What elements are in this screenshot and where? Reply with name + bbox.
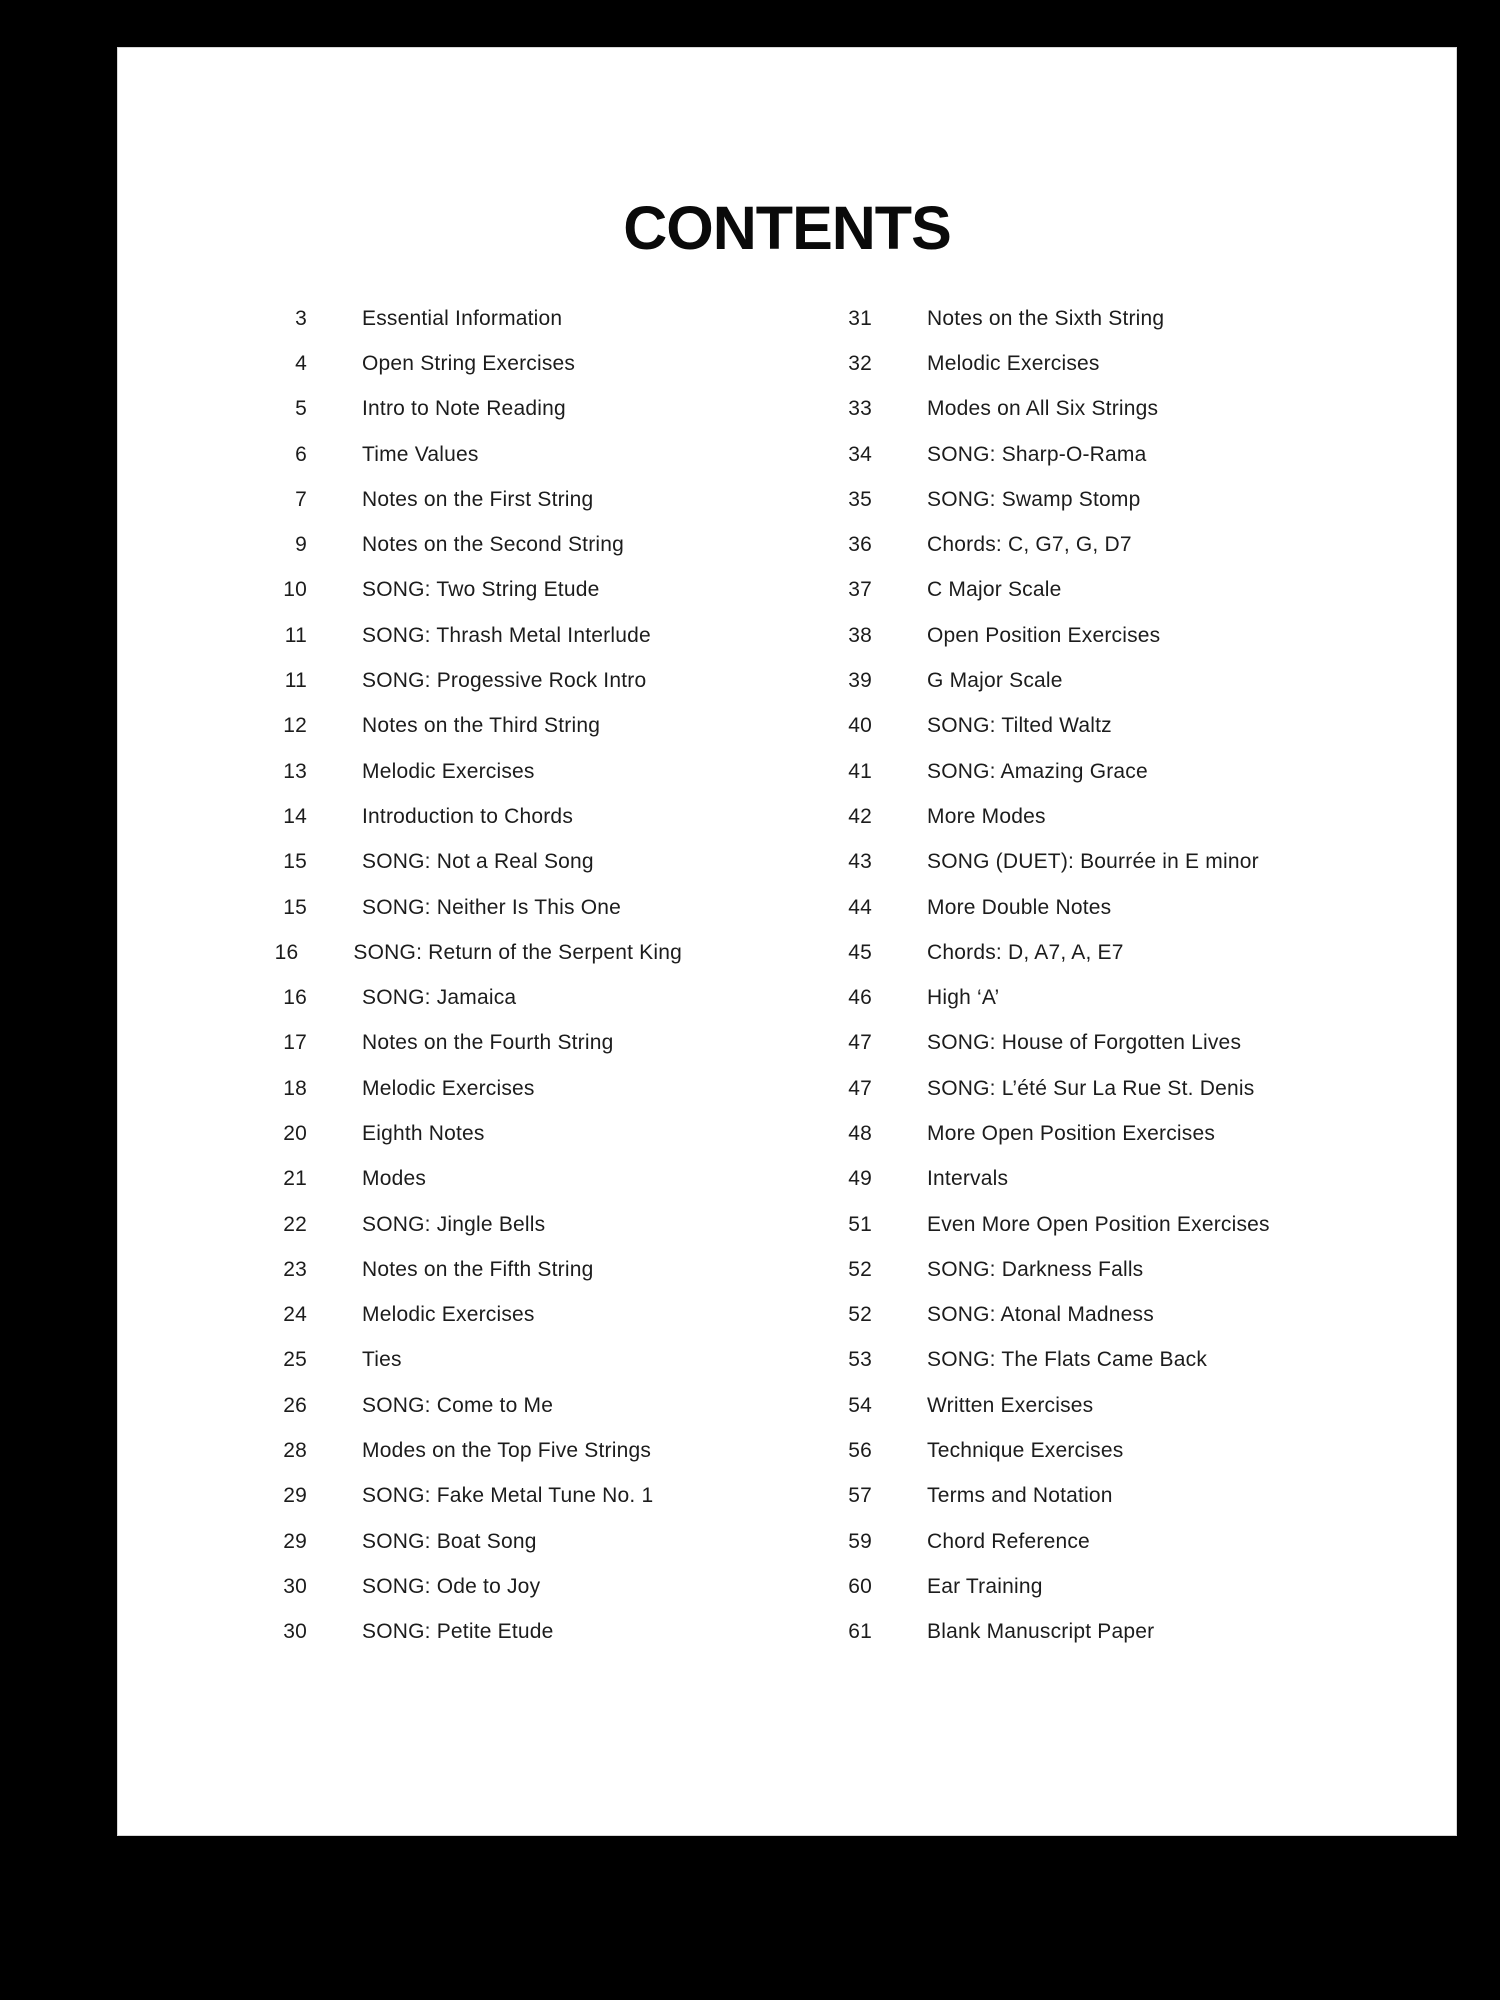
toc-page-number: 9 <box>295 533 307 557</box>
toc-page-number: 18 <box>283 1076 307 1100</box>
toc-page-number: 40 <box>848 714 872 738</box>
toc-page-number: 37 <box>848 578 872 602</box>
toc-entry-title: Notes on the First String <box>362 487 594 511</box>
toc-entry <box>682 613 1457 658</box>
toc-page-number: 3 <box>295 306 307 330</box>
toc-entry <box>117 1247 682 1292</box>
toc-page-number: 15 <box>283 895 307 919</box>
toc-entry <box>682 1564 1457 1609</box>
toc-entry <box>682 1066 1457 1111</box>
toc-page-number: 38 <box>848 623 872 647</box>
toc-entry <box>682 930 1457 975</box>
toc-page-number: 29 <box>283 1529 307 1553</box>
toc-entry-title: SONG: L’été Sur La Rue St. Denis <box>927 1076 1255 1100</box>
toc-page-number: 30 <box>283 1574 307 1598</box>
toc-entry-title: Melodic Exercises <box>927 351 1100 375</box>
toc-entry <box>117 568 682 613</box>
toc-page-number: 42 <box>848 804 872 828</box>
toc-page-number: 26 <box>283 1393 307 1417</box>
toc-entry-title: Introduction to Chords <box>362 804 574 828</box>
toc-entry-title: SONG: Tilted Waltz <box>927 714 1112 738</box>
toc-entry-title: Notes on the Third String <box>362 714 601 738</box>
toc-entry-title: SONG: Ode to Joy <box>362 1574 541 1598</box>
toc-page-number: 32 <box>848 351 872 375</box>
toc-page-number: 25 <box>283 1348 307 1372</box>
book-contents-page <box>117 47 1457 1836</box>
toc-entry <box>682 1519 1457 1564</box>
toc-page-number: 60 <box>848 1574 872 1598</box>
toc-entry-title: Eighth Notes <box>362 1121 485 1145</box>
toc-page-number: 61 <box>848 1620 872 1644</box>
toc-entry <box>682 341 1457 386</box>
toc-page-number: 31 <box>848 306 872 330</box>
toc-page-number: 56 <box>848 1439 872 1463</box>
toc-page-number: 44 <box>848 895 872 919</box>
toc-entry <box>117 1021 682 1066</box>
toc-entry <box>682 840 1457 885</box>
toc-entry <box>682 1293 1457 1338</box>
toc-entry-title: SONG: Jingle Bells <box>362 1212 546 1236</box>
toc-entry <box>682 1111 1457 1156</box>
toc-entry <box>117 704 682 749</box>
toc-entry-title: Ear Training <box>927 1574 1043 1598</box>
toc-page-number: 34 <box>848 442 872 466</box>
toc-page-number: 21 <box>283 1167 307 1191</box>
toc-entry-title: Time Values <box>362 442 479 466</box>
toc-page-number: 12 <box>283 714 307 738</box>
toc-page-number: 29 <box>283 1484 307 1508</box>
toc-page-number: 23 <box>283 1257 307 1281</box>
toc-page-number: 22 <box>283 1212 307 1236</box>
toc-entry <box>117 930 682 975</box>
toc-entry-title: SONG: Two String Etude <box>362 578 600 602</box>
toc-page-number: 6 <box>295 442 307 466</box>
toc-page-number: 35 <box>848 487 872 511</box>
toc-page-number: 49 <box>848 1167 872 1191</box>
toc-entry-title: Written Exercises <box>927 1393 1094 1417</box>
toc-entry-title: More Open Position Exercises <box>927 1121 1216 1145</box>
toc-entry-title: Intervals <box>927 1167 1009 1191</box>
toc-entry-title: SONG: Atonal Madness <box>927 1303 1154 1327</box>
toc-entry <box>117 341 682 386</box>
toc-page-number: 36 <box>848 533 872 557</box>
toc-page-number: 30 <box>283 1620 307 1644</box>
toc-entry-title: More Modes <box>927 804 1046 828</box>
toc-page-number: 11 <box>284 669 307 693</box>
toc-entry-title: Modes <box>362 1167 427 1191</box>
toc-entry <box>117 975 682 1020</box>
toc-entry-title: SONG: Swamp Stomp <box>927 487 1141 511</box>
toc-entry <box>117 840 682 885</box>
toc-page-number: 43 <box>848 850 872 874</box>
toc-page-number: 16 <box>274 940 299 964</box>
toc-entry-title: Open Position Exercises <box>927 623 1161 647</box>
toc-page-number: 51 <box>848 1212 872 1236</box>
toc-entry <box>682 1338 1457 1383</box>
toc-page-number: 52 <box>848 1257 872 1281</box>
toc-entry <box>682 704 1457 749</box>
toc-page-number: 46 <box>848 986 872 1010</box>
toc-page-number: 7 <box>295 487 307 511</box>
toc-entry <box>682 1428 1457 1473</box>
toc-entry-title: High ‘A’ <box>927 986 1000 1010</box>
toc-page-number: 48 <box>848 1121 872 1145</box>
toc-entry <box>117 1111 682 1156</box>
toc-entry-title: SONG: Come to Me <box>362 1393 554 1417</box>
toc-entry-title: SONG: Jamaica <box>362 986 517 1010</box>
toc-entry <box>682 1202 1457 1247</box>
toc-page-number: 28 <box>283 1439 307 1463</box>
toc-entry-title: G Major Scale <box>927 669 1063 693</box>
toc-entry-title: Modes on the Top Five Strings <box>362 1439 652 1463</box>
toc-entry <box>682 477 1457 522</box>
toc-entry <box>117 522 682 567</box>
toc-entry-title: Terms and Notation <box>927 1484 1113 1508</box>
toc-entry <box>117 477 682 522</box>
toc-right-column <box>682 296 1457 1655</box>
toc-page-number: 4 <box>295 351 307 375</box>
toc-entry <box>682 1474 1457 1519</box>
toc-entry-title: SONG: Boat Song <box>362 1529 537 1553</box>
toc-entry <box>117 1519 682 1564</box>
toc-entry-title: SONG: Not a Real Song <box>362 850 594 874</box>
toc-entry <box>117 658 682 703</box>
toc-page-number: 54 <box>848 1393 872 1417</box>
toc-page-number: 10 <box>283 578 307 602</box>
toc-entry <box>117 432 682 477</box>
toc-page-number: 11 <box>284 623 307 647</box>
toc-entry-title: Technique Exercises <box>927 1439 1124 1463</box>
toc-entry <box>117 749 682 794</box>
toc-entry <box>682 885 1457 930</box>
toc-entry-title: SONG: Amazing Grace <box>927 759 1148 783</box>
toc-page-number: 24 <box>283 1303 307 1327</box>
toc-entry <box>682 1610 1457 1655</box>
toc-entry <box>117 1066 682 1111</box>
page-title: CONTENTS <box>623 194 951 262</box>
toc-entry-title: Notes on the Second String <box>362 533 625 557</box>
toc-entry-title: C Major Scale <box>927 578 1062 602</box>
toc-entry <box>682 387 1457 432</box>
toc-entry-title: SONG: Return of the Serpent King <box>353 940 682 964</box>
toc-entry-title: SONG (DUET): Bourrée in E minor <box>927 850 1259 874</box>
toc-page-number: 47 <box>848 1031 872 1055</box>
toc-entry-title: Essential Information <box>362 306 563 330</box>
toc-entry <box>117 613 682 658</box>
toc-entry-title: More Double Notes <box>927 895 1112 919</box>
toc-entry <box>682 749 1457 794</box>
toc-entry-title: Notes on the Sixth String <box>927 306 1165 330</box>
toc-entry-title: Melodic Exercises <box>362 1076 535 1100</box>
toc-page-number: 59 <box>848 1529 872 1553</box>
toc-page-number: 47 <box>848 1076 872 1100</box>
toc-page-number: 53 <box>848 1348 872 1372</box>
toc-entry-title: SONG: Neither Is This One <box>362 895 622 919</box>
toc-entry-title: Chord Reference <box>927 1529 1090 1553</box>
toc-page-number: 39 <box>848 669 872 693</box>
toc-page-number: 52 <box>848 1303 872 1327</box>
toc-entry-title: Chords: D, A7, A, E7 <box>927 940 1124 964</box>
toc-page-number: 41 <box>848 759 872 783</box>
toc-entry <box>682 568 1457 613</box>
toc-entry-title: Melodic Exercises <box>362 1303 535 1327</box>
toc-entry <box>117 1338 682 1383</box>
toc-entry-title: Ties <box>362 1348 402 1372</box>
toc-entry <box>117 1474 682 1519</box>
toc-page-number: 33 <box>848 397 872 421</box>
toc-entry <box>117 794 682 839</box>
toc-entry-title: SONG: House of Forgotten Lives <box>927 1031 1242 1055</box>
toc-entry-title: SONG: Thrash Metal Interlude <box>362 623 651 647</box>
toc-page-number: 17 <box>283 1031 307 1055</box>
toc-entry <box>682 432 1457 477</box>
toc-entry <box>682 658 1457 703</box>
toc-entry <box>117 387 682 432</box>
toc-entry <box>682 296 1457 341</box>
toc-entry-title: SONG: Darkness Falls <box>927 1257 1144 1281</box>
toc-entry-title: Modes on All Six Strings <box>927 397 1159 421</box>
toc-entry <box>117 1610 682 1655</box>
toc-page-number: 20 <box>283 1121 307 1145</box>
toc-entry <box>117 1293 682 1338</box>
toc-entry <box>682 1383 1457 1428</box>
toc-entry <box>682 1157 1457 1202</box>
toc-entry <box>117 1383 682 1428</box>
toc-entry <box>117 885 682 930</box>
toc-entry <box>117 1202 682 1247</box>
toc-entry-title: Intro to Note Reading <box>362 397 566 421</box>
toc-entry-title: SONG: Fake Metal Tune No. 1 <box>362 1484 654 1508</box>
toc-entry <box>682 1247 1457 1292</box>
toc-entry <box>117 296 682 341</box>
toc-entry <box>682 975 1457 1020</box>
toc-page-number: 13 <box>283 759 307 783</box>
toc-entry-title: SONG: The Flats Came Back <box>927 1348 1208 1372</box>
toc-page-number: 15 <box>283 850 307 874</box>
toc-entry <box>682 794 1457 839</box>
toc-page-number: 45 <box>848 940 872 964</box>
toc-entry-title: SONG: Petite Etude <box>362 1620 554 1644</box>
toc-entry-title: Even More Open Position Exercises <box>927 1212 1270 1236</box>
toc-entry-title: SONG: Progessive Rock Intro <box>362 669 647 693</box>
toc-entry <box>682 1021 1457 1066</box>
toc-entry-title: Chords: C, G7, G, D7 <box>927 533 1132 557</box>
toc-entry-title: SONG: Sharp-O-Rama <box>927 442 1147 466</box>
toc-entry-title: Blank Manuscript Paper <box>927 1620 1155 1644</box>
toc-entry <box>117 1564 682 1609</box>
toc-entry <box>117 1157 682 1202</box>
toc-entry-title: Notes on the Fifth String <box>362 1257 594 1281</box>
toc-page-number: 14 <box>283 804 307 828</box>
toc-left-column <box>117 296 682 1655</box>
toc-entry <box>117 1428 682 1473</box>
toc-page-number: 57 <box>848 1484 872 1508</box>
toc-entry-title: Open String Exercises <box>362 351 576 375</box>
toc-entry <box>682 522 1457 567</box>
toc-entry-title: Melodic Exercises <box>362 759 535 783</box>
toc-page-number: 16 <box>283 986 307 1010</box>
toc-entry-title: Notes on the Fourth String <box>362 1031 614 1055</box>
toc-page-number: 5 <box>295 397 307 421</box>
